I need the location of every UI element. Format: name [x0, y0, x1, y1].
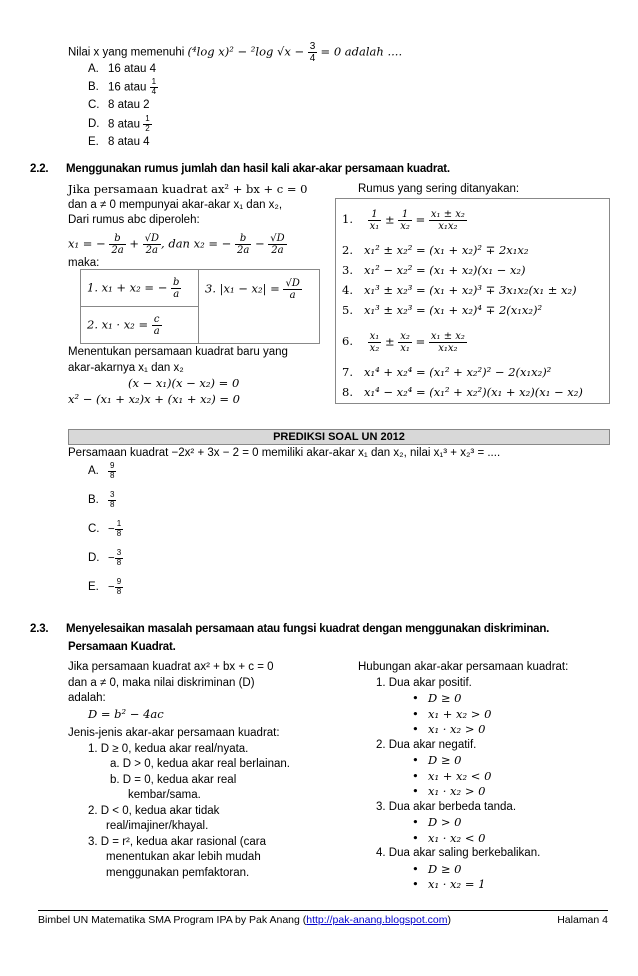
q1-option-a[interactable]: A. 16 atau 4: [88, 63, 156, 75]
q1-option-e[interactable]: E. 8 atau 4: [88, 136, 150, 148]
abc-formula: x₁ = − $\frac{b}{2a}$ + $\frac{√D}{2a}$ , dan x₂ = − $\frac{b}{2a}$ − $\frac{√D}{2a}$: [68, 232, 285, 256]
q1-fraction: $\frac{3}{4}$: [309, 41, 316, 64]
page-footer: Bimbel UN Matematika SMA Program IPA by Pak Anang (http://pak-anang.blogspot.com) Halaman 4: [38, 910, 608, 927]
rumus-title: Rumus yang sering ditanyakan:: [358, 183, 520, 195]
rumus-table: 1. $\frac{1}{\text{x₁}}$ ± $\frac{1}{\text{x₂}}$ = $\frac{\text{x₁ ± x₂}}{\text{x₁x₂}}$ 2. x₁² ± x₂² = (x₁ + x₂)² ∓ 2x₁x₂ 3. x₁² − x₂² = (x₁ + x₂)(x₁ − x₂) 4. x₁³ ± x₂³ = (x₁ + x₂)³ ∓ 3x₁x₂(x₁ ± x₂) 5. x₁³ ± x₂³ = (x₁ + x₂)⁴ ∓ 2(x₁x₂)² 6. $\frac{\text{x₁}}{\text{x₂}}$ ± $\frac{\text{x₂}}{\text{x₁}}$ = $\frac{\text{x₁ ± x₂}}{\text{x₁x₂}}$ 7. x₁⁴ + x₂⁴ = (x₁² + x₂²)² − 2(x₁x₂)² 8. x₁⁴ − x₂⁴ = (x₁² + x₂²)(x₁ + x₂)(x₁ − x₂): [335, 198, 610, 404]
new-equation-block: Menentukan persamaan kuadrat baru yang akar-akarnya x₁ dan x₂ (x − x₁)(x − x₂) = 0 x² − (x₁ + x₂)x + (x₁ + x₂) = 0: [68, 346, 288, 406]
prediksi-option-d[interactable]: D. − $\frac{3}{8}$: [88, 548, 122, 567]
q1-option-c[interactable]: C. 8 atau 2: [88, 99, 150, 111]
prediksi-option-b[interactable]: B. $\frac{3}{8}$: [88, 490, 115, 509]
footer-blog-link[interactable]: http://pak-anang.blogspot.com: [306, 914, 448, 926]
section-2-3-subheading: Persamaan Kuadrat.: [68, 641, 176, 653]
q1-option-b[interactable]: B. 16 atau $\frac{1}{4}$: [88, 77, 157, 96]
page-number: Halaman 4: [557, 914, 608, 926]
section-2-3-left: Jika persamaan kuadrat ax² + bx + c = 0 dan a ≠ 0, maka nilai diskriminan (D) adalah: D = b² − 4ac Jenis-jenis akar-akar persamaan kuadrat: 1. D ≥ 0, kedua akar real/nyata. a. D > 0, kedua akar real berlainan. b. D = 0, kedua akar real kembar/sama. 2. D < 0, kedua akar tidak real/imajiner/khayal. 3. D = r², kedua akar rasional (cara menentukan akar lebih mudah menggunakan pemfaktoran.: [68, 661, 290, 879]
prediksi-option-e[interactable]: E. − $\frac{9}{8}$: [88, 577, 122, 596]
vieta-table: 1. x₁ + x₂ = − $\frac{b}{a}$ 3. |x₁ − x₂| = $\frac{√D}{a}$ 2. x₁ · x₂ = $\frac{c}{a}$: [80, 269, 320, 344]
section-2-3-heading: 2.3. Menyelesaikan masalah persamaan atau fungsi kuadrat dengan menggunakan diskriminan.: [30, 623, 550, 635]
q1-options: [88, 62, 158, 151]
section-2-2-left: Jika persamaan kuadrat ax² + bx + c = 0 dan a ≠ 0 mempunyai akar-akar x₁ dan x₂, Dari rumus abc diperoleh: x₁ = − $\frac{b}{2a}$ + $\frac{√D}{2a}$ , dan x₂ = − $\frac{b}{2a}$ − $\frac{√D}{2a}$ maka:: [68, 182, 338, 271]
q1-question: Nilai x yang memenuhi (⁴log x)² − ²log √x − $\frac{3}{4}$ = 0 adalah ....: [68, 41, 403, 64]
prediksi-option-a[interactable]: A. $\frac{9}{8}$: [88, 461, 115, 480]
prediksi-question: Persamaan kuadrat −2x² + 3x − 2 = 0 memiliki akar-akar x₁ dan x₂, nilai x₁³ + x₂³ = ....: [68, 447, 501, 459]
prediksi-banner: PREDIKSI SOAL UN 2012: [68, 429, 610, 445]
section-2-2-heading: 2.2. Menggunakan rumus jumlah dan hasil kali akar-akar persamaan kuadrat.: [30, 163, 450, 175]
section-2-3-right: Hubungan akar-akar persamaan kuadrat: 1. Dua akar positif. • D ≥ 0 • x₁ + x₂ > 0 • x₁ · x₂ > 0 2. Dua akar negatif. • D ≥ 0 • x₁ + x₂ < 0 • x₁ · x₂ > 0 3. Dua akar berbeda tanda. • D > 0 • x₁ · x₂ < 0 4. Dua akar saling berkebalikan. • D ≥ 0 • x₁ · x₂ = 1: [358, 660, 618, 893]
q1-option-d[interactable]: D. 8 atau $\frac{1}{2}$: [88, 114, 150, 133]
prediksi-option-c[interactable]: C. − $\frac{1}{8}$: [88, 519, 122, 538]
prediksi-options: [88, 462, 123, 607]
